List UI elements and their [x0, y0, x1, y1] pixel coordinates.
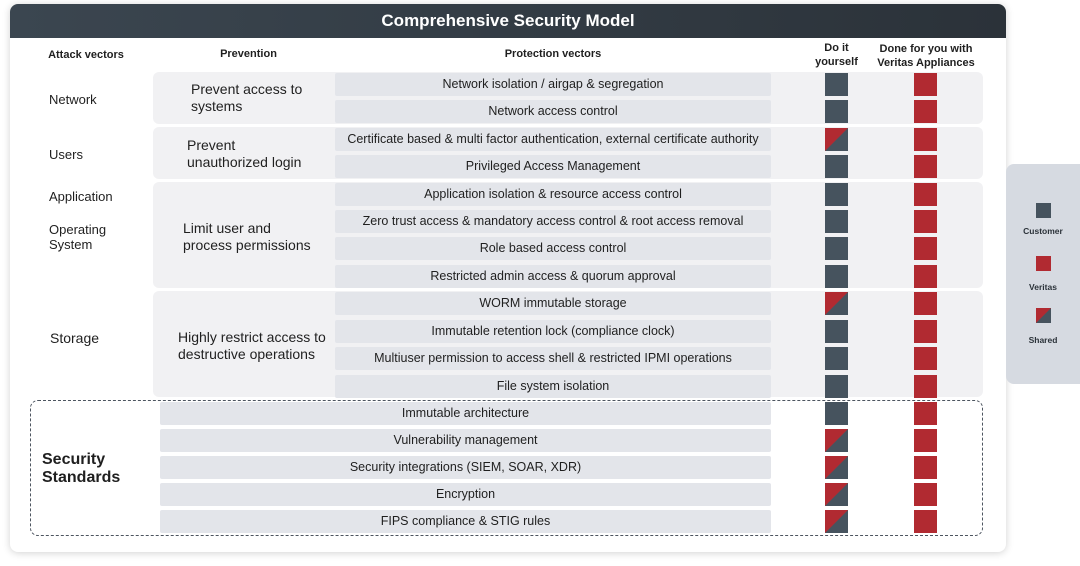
legend-shared-label: Shared	[1028, 335, 1058, 345]
prevention-1-line1: Prevent access to	[191, 81, 303, 97]
diy-square	[825, 183, 848, 206]
attack-storage: Storage	[50, 330, 100, 346]
legend-shared-square-icon	[1036, 308, 1051, 323]
dfy-square	[914, 210, 937, 233]
dfy-square	[914, 375, 937, 398]
legend-veritas-label: Veritas	[1029, 282, 1057, 292]
security-standards-box	[30, 400, 983, 536]
diy-square	[825, 320, 848, 343]
header-protection-vectors: Protection vectors	[504, 48, 602, 60]
protection-row: Vulnerability management	[160, 429, 771, 452]
dfy-square	[914, 100, 937, 123]
attack-operating-system-line2: System	[49, 237, 93, 252]
protection-row: Immutable architecture	[160, 402, 771, 425]
protection-row: Certificate based & multi factor authentication, external certificate authority	[335, 128, 771, 151]
header-done-for-you-line1: Done for you with	[879, 43, 973, 55]
protection-row: Security integrations (SIEM, SOAR, XDR)	[160, 456, 771, 479]
attack-application: Application	[49, 189, 113, 204]
protection-row: Encryption	[160, 483, 771, 506]
header-done-for-you-line2: Veritas Appliances	[877, 57, 975, 69]
attack-network: Network	[49, 92, 97, 107]
security-standards-label-line1: Security	[42, 451, 106, 468]
protection-row: WORM immutable storage	[335, 292, 771, 315]
legend-veritas-square-icon	[1036, 256, 1051, 271]
legend-panel	[1006, 164, 1080, 384]
protection-row: Privileged Access Management	[335, 155, 771, 178]
diy-square	[825, 237, 848, 260]
prevention-2-line2: unauthorized login	[187, 154, 302, 170]
page-title: Comprehensive Security Model	[10, 4, 1006, 38]
attack-users: Users	[49, 147, 83, 162]
dfy-square	[914, 292, 937, 315]
prevention-3-line2: process permissions	[183, 237, 311, 253]
diy-square	[825, 155, 848, 178]
protection-row: Application isolation & resource access control	[335, 183, 771, 206]
legend-customer-square-icon	[1036, 203, 1051, 218]
prevention-4-line1: Highly restrict access to	[178, 329, 326, 345]
prevention-3-line1: Limit user and	[183, 220, 271, 236]
protection-row: Role based access control	[335, 237, 771, 260]
prevention-4-line2: destructive operations	[178, 346, 315, 362]
protection-row: Multiuser permission to access shell & restricted IPMI operations	[335, 347, 771, 370]
header-prevention: Prevention	[220, 48, 277, 60]
dfy-square	[914, 265, 937, 288]
protection-row: Restricted admin access & quorum approval	[335, 265, 771, 288]
diy-square	[825, 375, 848, 398]
protection-row: Zero trust access & mandatory access control & root access removal	[335, 210, 771, 233]
protection-row: Immutable retention lock (compliance clock)	[335, 320, 771, 343]
diy-square	[825, 210, 848, 233]
protection-row: Network access control	[335, 100, 771, 123]
header-do-it-yourself-line2: yourself	[815, 56, 858, 68]
dfy-square	[914, 73, 937, 96]
dfy-square	[914, 128, 937, 151]
diy-square	[825, 265, 848, 288]
header-attack-vectors: Attack vectors	[48, 49, 124, 61]
dfy-square	[914, 347, 937, 370]
protection-row: Network isolation / airgap & segregation	[335, 73, 771, 96]
prevention-1-line2: systems	[191, 98, 243, 114]
dfy-square	[914, 155, 937, 178]
dfy-square	[914, 237, 937, 260]
diy-square	[825, 347, 848, 370]
dfy-square	[914, 320, 937, 343]
diy-square	[825, 292, 848, 315]
header-do-it-yourself-line1: Do it	[824, 42, 849, 54]
protection-row: FIPS compliance & STIG rules	[160, 510, 771, 533]
attack-operating-system-line1: Operating	[49, 222, 107, 237]
dfy-square	[914, 183, 937, 206]
prevention-2-line1: Prevent	[187, 137, 236, 153]
diy-square	[825, 100, 848, 123]
security-standards-label-line2: Standards	[42, 469, 121, 486]
diy-square	[825, 128, 848, 151]
protection-row: File system isolation	[335, 375, 771, 398]
legend-customer-label: Customer	[1023, 226, 1063, 236]
diy-square	[825, 73, 848, 96]
